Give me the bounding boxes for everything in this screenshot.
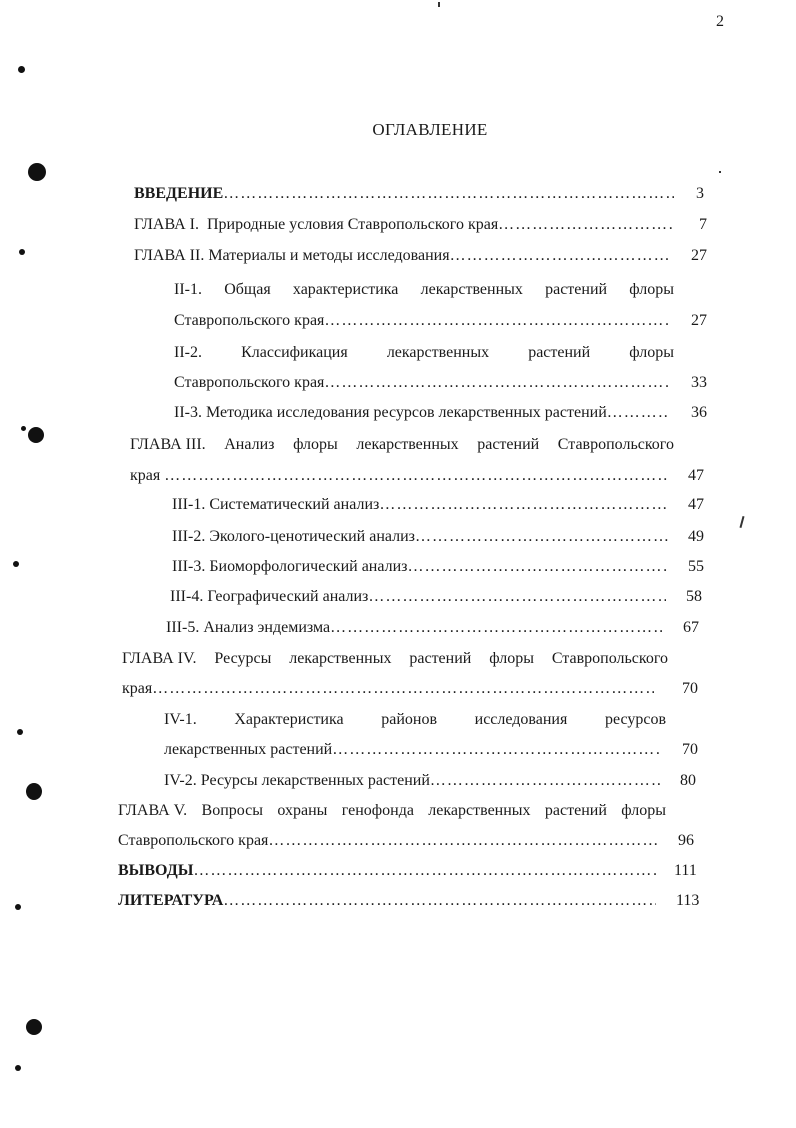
- scan-speck: [719, 171, 721, 173]
- entry-word: лекарственных: [386, 344, 490, 361]
- entry-label: II-1.: [174, 281, 202, 298]
- entry-title: Систематический анализ: [209, 496, 380, 513]
- entry-title: Биоморфологический анализ: [209, 558, 408, 575]
- scan-speck: [21, 426, 26, 431]
- toc-entry-introduction: [134, 183, 674, 205]
- leader-dots: [152, 678, 654, 700]
- entry-page-number: 80: [680, 772, 696, 789]
- entry-label: II-3.: [174, 404, 202, 421]
- toc-entry-chapter-1: [134, 214, 672, 236]
- scan-speck: [438, 2, 440, 7]
- scan-speck: [15, 904, 21, 910]
- entry-page-number: 27: [691, 312, 707, 329]
- entry-page-number: 27: [691, 247, 707, 264]
- leader-dots: [324, 372, 668, 394]
- leader-dots: [332, 739, 660, 761]
- entry-label: IV-2.: [164, 772, 197, 789]
- toc-entry-section-3-4: [170, 586, 666, 608]
- entry-page-number: 47: [688, 467, 704, 484]
- entry-page-number: 7: [699, 216, 707, 233]
- entry-word: Ставропольского: [557, 436, 674, 453]
- entry-word: лекарственных: [289, 650, 392, 667]
- leader-dots: [223, 890, 656, 912]
- entry-word: районов: [381, 711, 438, 728]
- page-number: 2: [716, 13, 724, 30]
- entry-page-number: 55: [688, 558, 704, 575]
- entry-word: охраны: [277, 802, 328, 819]
- leader-dots: [415, 526, 668, 548]
- toc-entry-section-2-2-cont: [174, 372, 668, 394]
- entry-label: III-4.: [170, 588, 204, 605]
- binder-hole-mark: [26, 1019, 42, 1035]
- leader-dots: [450, 245, 672, 267]
- entry-label: ГЛАВА IV.: [122, 650, 197, 667]
- entry-page-number: 3: [696, 185, 704, 202]
- scan-speck: [13, 561, 19, 567]
- toc-entry-section-4-1: [164, 709, 666, 731]
- entry-word: Классификация: [241, 344, 348, 361]
- entry-word: флоры: [629, 281, 674, 298]
- entry-word: Ставропольского: [551, 650, 668, 667]
- toc-entry-chapter-2: [134, 245, 672, 267]
- toc-entry-section-3-1: [172, 494, 668, 516]
- entry-label: III-3.: [172, 558, 206, 575]
- entry-page-number: 58: [686, 588, 702, 605]
- leader-dots: [407, 556, 668, 578]
- entry-page-number: 70: [682, 680, 698, 697]
- scan-speck: [19, 249, 25, 255]
- leader-dots: [368, 586, 666, 608]
- entry-title: Материалы и методы исследования: [208, 247, 450, 264]
- entry-label: III-1.: [172, 496, 206, 513]
- entry-title: ЛИТЕРАТУРА: [118, 892, 224, 909]
- entry-label: ГЛАВА II.: [134, 247, 205, 264]
- toc-entry-chapter-4-cont: [122, 678, 654, 700]
- scan-speck: [17, 729, 23, 735]
- leader-dots: [379, 494, 668, 516]
- toc-entry-section-2-3: [174, 402, 670, 424]
- entry-word: генофонда: [341, 802, 414, 819]
- toc-entry-conclusions: [118, 860, 658, 882]
- entry-word: Характеристика: [234, 711, 344, 728]
- leader-dots: [268, 830, 658, 852]
- binder-hole-mark: [28, 163, 46, 181]
- leader-dots: [430, 770, 660, 792]
- entry-title: Ставропольского края: [174, 374, 325, 391]
- toc-entry-section-3-2: [172, 526, 668, 548]
- entry-word: растений: [528, 344, 591, 361]
- toc-entry-section-3-3: [172, 556, 668, 578]
- entry-label: III-2.: [172, 528, 206, 545]
- entry-word: Ресурсы: [214, 650, 272, 667]
- toc-entry-section-2-1-cont: [174, 310, 668, 332]
- entry-page-number: 70: [682, 741, 698, 758]
- toc-entry-section-2-2: [174, 342, 674, 364]
- entry-page-number: 111: [674, 862, 697, 879]
- entry-word: растений: [477, 436, 540, 453]
- entry-page-number: 49: [688, 528, 704, 545]
- toc-entry-chapter-5-cont: [118, 830, 658, 852]
- entry-page-number: 33: [691, 374, 707, 391]
- entry-word: растений: [544, 802, 607, 819]
- entry-word: флоры: [293, 436, 338, 453]
- entry-word: лекарственных: [356, 436, 459, 453]
- entry-title: Природные условия Ставропольского края: [207, 216, 499, 233]
- entry-title: Анализ эндемизма: [203, 619, 331, 636]
- scan-speck: [18, 66, 25, 73]
- entry-title: ВВЕДЕНИЕ: [134, 185, 224, 202]
- entry-word: ресурсов: [604, 711, 666, 728]
- entry-label: ГЛАВА III.: [130, 436, 206, 453]
- toc-entry-chapter-4: [122, 648, 668, 670]
- leader-dots: [498, 214, 672, 236]
- page-title: ОГЛАВЛЕНИЕ: [372, 120, 488, 139]
- toc-entry-section-2-1: [174, 279, 674, 301]
- scan-speck: [15, 1065, 21, 1071]
- entry-word: Вопросы: [201, 802, 264, 819]
- entry-label: III-5.: [166, 619, 200, 636]
- entry-word: растений: [545, 281, 608, 298]
- entry-title: лекарственных растений: [164, 741, 333, 758]
- toc-entry-chapter-3-cont: [130, 465, 668, 487]
- entry-title: Методика исследования ресурсов лекарственных растений: [205, 404, 607, 421]
- leader-dots: [193, 860, 658, 882]
- entry-word: Общая: [224, 281, 271, 298]
- entry-word: флоры: [629, 344, 674, 361]
- entry-word: растений: [409, 650, 472, 667]
- entry-label: IV-1.: [164, 711, 197, 728]
- toc-entry-section-4-1-cont: [164, 739, 660, 761]
- leader-dots: [223, 183, 674, 205]
- entry-page-number: 47: [688, 496, 704, 513]
- entry-page-number: 113: [676, 892, 700, 909]
- entry-title: Географический анализ: [207, 588, 369, 605]
- entry-title: Ресурсы лекарственных растений: [200, 772, 430, 789]
- binder-hole-mark: [28, 427, 44, 443]
- entry-page-number: 96: [678, 832, 694, 849]
- entry-page-number: 36: [691, 404, 707, 421]
- entry-word: лекарственных: [428, 802, 531, 819]
- toc-entry-section-3-5: [166, 617, 662, 639]
- entry-title: ВЫВОДЫ: [118, 862, 194, 879]
- entry-label: ГЛАВА I.: [134, 216, 199, 233]
- entry-page-number: 67: [683, 619, 699, 636]
- binder-hole-mark: [26, 783, 42, 800]
- toc-entry-chapter-3: [130, 434, 674, 456]
- leader-dots: [324, 310, 668, 332]
- entry-word: флоры: [621, 802, 666, 819]
- leader-dots: [330, 617, 662, 639]
- entry-title: Эколого-ценотический анализ: [209, 528, 415, 545]
- toc-entry-chapter-5: [118, 800, 666, 822]
- leader-dots: [164, 465, 668, 487]
- entry-word: лекарственных: [420, 281, 523, 298]
- entry-title: Ставропольского края: [174, 312, 325, 329]
- leader-dots: [607, 402, 670, 424]
- entry-word: характеристика: [292, 281, 399, 298]
- entry-label: ГЛАВА V.: [118, 802, 188, 819]
- entry-title: Ставропольского края: [118, 832, 269, 849]
- toc-entry-literature: [118, 890, 656, 912]
- entry-word: флоры: [489, 650, 534, 667]
- entry-title: края: [130, 467, 161, 484]
- toc-entry-section-4-2: [164, 770, 660, 792]
- entry-label: II-2.: [174, 344, 202, 361]
- entry-word: исследования: [474, 711, 568, 728]
- entry-title: края: [122, 680, 153, 697]
- scan-speck: [739, 516, 744, 528]
- entry-word: Анализ: [224, 436, 275, 453]
